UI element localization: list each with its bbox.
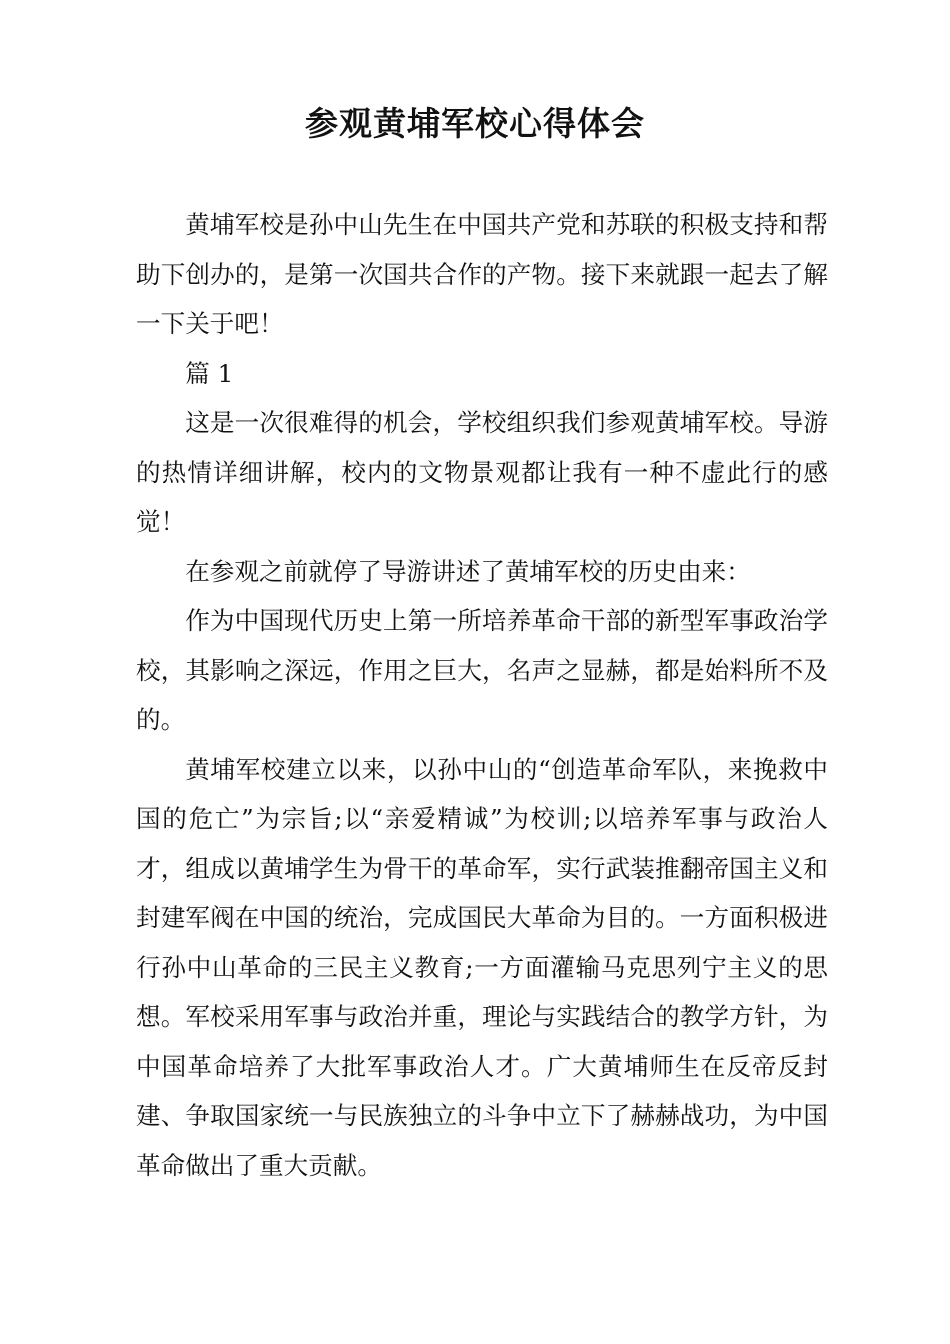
paragraph-visit-opportunity: 这是一次很难得的机会，学校组织我们参观黄埔军校。导游的热情详细讲解，校内的文物景观都让我有一种不虚此行的感觉！ xyxy=(136,408,828,536)
paragraph-guide-history: 在参观之前就停了导游讲述了黄埔军校的历史由来： xyxy=(185,556,751,586)
paragraph-section-label: 篇 1 xyxy=(185,358,234,388)
paragraph-intro: 黄埔军校是孙中山先生在中国共产党和苏联的积极支持和帮助下创办的，是第一次国共合作的产物。接下来就跟一起去了解一下关于吧！ xyxy=(136,210,828,338)
page-title: 参观黄埔军校心得体会 xyxy=(305,104,645,143)
paragraph-school-influence: 作为中国现代历史上第一所培养革命干部的新型军事政治学校，其影响之深远，作用之巨大，名声之显赫，都是始料所不及的。 xyxy=(136,606,828,734)
paragraph-school-mission: 黄埔军校建立以来，以孙中山的“创造革命军队，来挽救中国的危亡”为宗旨;以“亲爱精诚”为校训;以培养军事与政治人才，组成以黄埔学生为骨干的革命军，实行武装推翻帝国主义和封建军阀在中国的统治，完成国民大革命为目的。一方面积极进行孙中山革命的三民主义教育;一方面灌输马克思列宁主义的思想。军校采用军事与政治并重，理论与实践结合的教学方针，为中国革命培养了大批军事政治人才。广大黄埔师生在反帝反封建、争取国家统一与民族独立的斗争中立下了赫赫战功，为中国革命做出了重大贡献。 xyxy=(136,754,828,1180)
document-body xyxy=(136,200,828,1190)
